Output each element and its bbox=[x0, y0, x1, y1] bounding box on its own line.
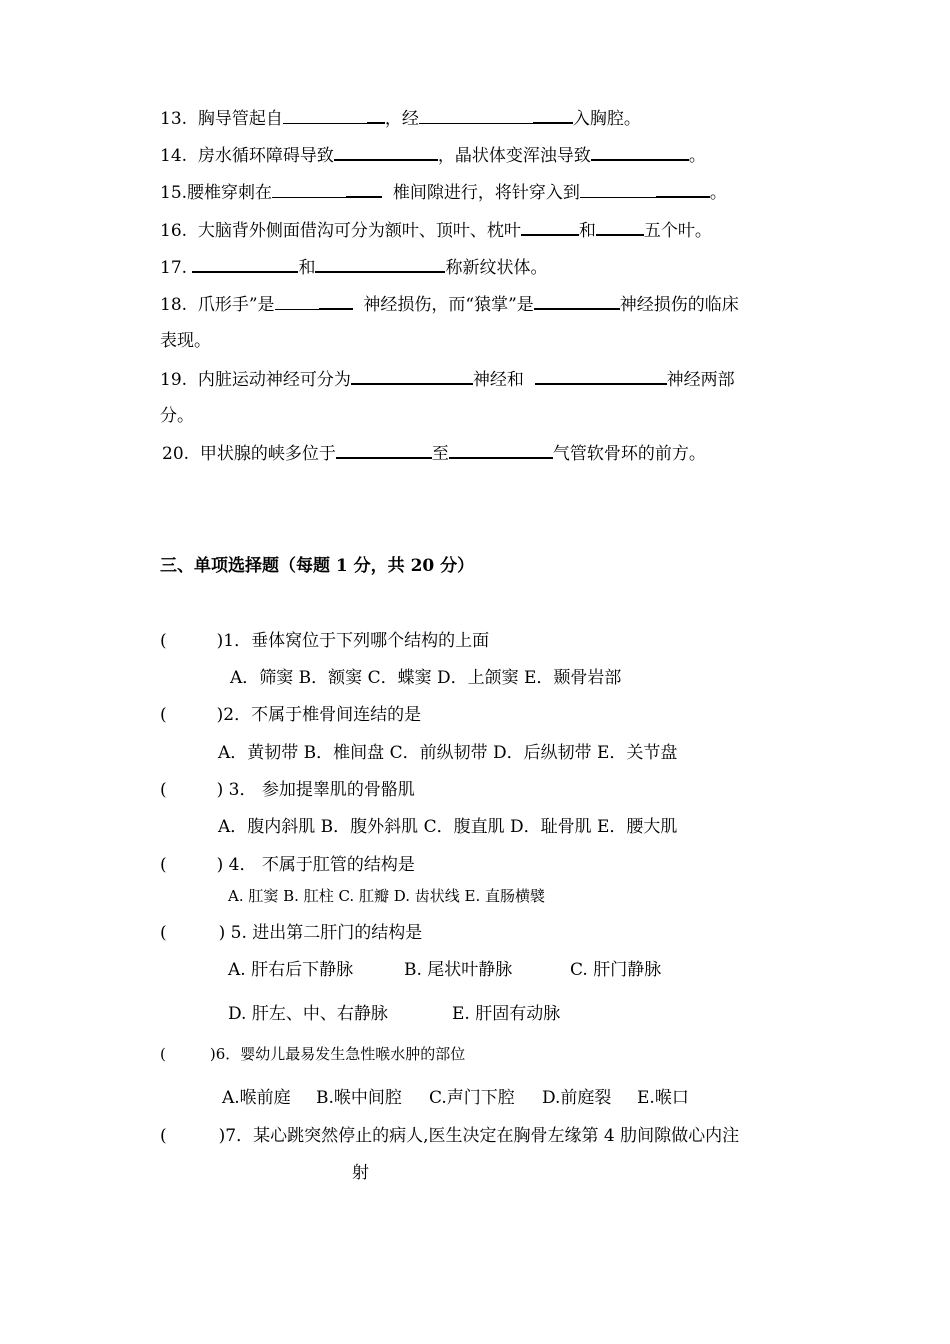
option-b: B.喉中间腔 bbox=[316, 1088, 402, 1108]
mc-question-6 bbox=[160, 1042, 465, 1066]
mc-question-3 bbox=[160, 778, 415, 802]
mc-question-7 bbox=[160, 1124, 739, 1148]
question-number: 20. bbox=[162, 444, 190, 464]
question-text: )2．不属于椎骨间连结的是 bbox=[216, 705, 422, 725]
mc-question-1 bbox=[160, 629, 489, 653]
question-text: 爪形手”是 bbox=[197, 295, 275, 315]
mc-options-3: A．腹内斜肌 B．腹外斜肌 C．腹直肌 D．耻骨肌 E．腰大肌 bbox=[218, 817, 678, 837]
answer-blank[interactable] bbox=[283, 107, 367, 124]
question-14 bbox=[160, 143, 706, 168]
question-text: 房水循环障碍导致 bbox=[197, 146, 334, 166]
question-13 bbox=[160, 106, 641, 131]
option-a: A.喉前庭 bbox=[222, 1088, 291, 1108]
question-text: ) 5. 进出第二肝门的结构是 bbox=[218, 923, 423, 943]
answer-blank[interactable] bbox=[315, 255, 445, 273]
question-text: 称新纹状体。 bbox=[445, 258, 548, 278]
answer-blank[interactable] bbox=[334, 143, 438, 161]
question-text: )1．垂体窝位于下列哪个结构的上面 bbox=[216, 631, 490, 651]
answer-blank[interactable] bbox=[591, 143, 689, 161]
question-text: 内脏运动神经可分为 bbox=[197, 370, 351, 390]
answer-blank[interactable] bbox=[534, 292, 620, 310]
question-text: 神经损伤，而“猿掌”是 bbox=[363, 295, 534, 315]
option-c: C. 肝门静脉 bbox=[570, 960, 662, 980]
option-d: D.前庭裂 bbox=[542, 1088, 612, 1108]
question-text: 和 bbox=[298, 258, 316, 278]
question-19 bbox=[160, 367, 735, 392]
answer-blank[interactable] bbox=[533, 106, 573, 124]
question-text: 胸导管起自 bbox=[197, 109, 283, 129]
option-b: B. 尾状叶静脉 bbox=[404, 960, 513, 980]
question-18 bbox=[160, 292, 739, 317]
question-text: 大脑背外侧面借沟可分为额叶、顶叶、枕叶 bbox=[197, 221, 521, 241]
question-text: ，晶状体变浑浊导致 bbox=[437, 146, 591, 166]
answer-blank[interactable] bbox=[272, 181, 346, 198]
answer-blank[interactable] bbox=[336, 441, 432, 459]
answer-blank[interactable] bbox=[319, 292, 353, 310]
option-e: E. 肝固有动脉 bbox=[452, 1004, 561, 1024]
option-c: C.声门下腔 bbox=[429, 1088, 515, 1108]
question-number: 17. bbox=[160, 258, 188, 278]
question-text: 分。 bbox=[160, 406, 194, 426]
mc-question-2 bbox=[160, 703, 421, 727]
mc-options-2: A．黄韧带 B．椎间盘 C．前纵韧带 D．后纵韧带 E．关节盘 bbox=[218, 743, 678, 763]
question-19-cont bbox=[160, 404, 194, 428]
question-text: ) 3． 参加提睾肌的骨骼肌 bbox=[216, 780, 415, 800]
mc-options-4: A. 肛窦 B. 肛柱 C. 肛瓣 D. 齿状线 E. 直肠横襞 bbox=[228, 887, 545, 905]
question-text: 神经两部 bbox=[666, 370, 735, 390]
question-16 bbox=[160, 218, 712, 243]
question-text: ，经 bbox=[384, 109, 419, 129]
answer-blank[interactable] bbox=[346, 180, 382, 198]
question-text: 至 bbox=[431, 444, 449, 464]
question-text: 入胸腔。 bbox=[572, 109, 641, 129]
question-text: 。 bbox=[709, 183, 727, 203]
question-text: 甲状腺的峡多位于 bbox=[199, 444, 336, 464]
question-number: 19. bbox=[160, 370, 188, 390]
question-text: 五个叶。 bbox=[643, 221, 712, 241]
question-number: 13. bbox=[160, 109, 188, 129]
question-text: 腰椎穿刺在 bbox=[187, 183, 273, 203]
question-20 bbox=[162, 441, 706, 466]
question-text: )7．某心跳突然停止的病人,医生决定在胸骨左缘第 4 肋间隙做心内注 bbox=[218, 1126, 740, 1146]
question-18-cont bbox=[160, 329, 211, 353]
section-heading: 三、单项选择题（每题 1 分，共 20 分） bbox=[160, 556, 475, 576]
mc-options-1: A．筛窦 B．额窦 C．蝶窦 D．上颌窦 E．颞骨岩部 bbox=[230, 668, 622, 688]
answer-blank[interactable] bbox=[656, 180, 710, 198]
answer-paren-open[interactable]: ( bbox=[160, 855, 167, 875]
question-text: 气管软骨环的前方。 bbox=[552, 444, 706, 464]
answer-blank[interactable] bbox=[449, 441, 553, 459]
question-number: 16. bbox=[160, 221, 188, 241]
mc-question-4 bbox=[160, 853, 415, 877]
question-text: 表现。 bbox=[160, 331, 211, 351]
mc-question-7-cont: 射 bbox=[352, 1163, 369, 1183]
answer-blank[interactable] bbox=[192, 255, 298, 273]
answer-paren-open[interactable]: ( bbox=[160, 631, 167, 651]
answer-blank[interactable] bbox=[351, 367, 473, 385]
question-text: 神经和 bbox=[472, 370, 524, 390]
answer-blank[interactable] bbox=[367, 106, 385, 124]
question-15 bbox=[160, 180, 727, 205]
option-a: A. 肝右后下静脉 bbox=[228, 960, 354, 980]
question-text: ) 4． 不属于肛管的结构是 bbox=[216, 855, 415, 875]
question-text: 和 bbox=[578, 221, 596, 241]
option-d: D. 肝左、中、右静脉 bbox=[228, 1004, 388, 1024]
mc-options-5-row1 bbox=[228, 958, 661, 982]
question-text: )6．婴幼儿最易发生急性喉水肿的部位 bbox=[209, 1045, 466, 1063]
answer-blank[interactable] bbox=[419, 107, 533, 124]
mc-question-5 bbox=[160, 921, 422, 945]
answer-blank[interactable] bbox=[275, 293, 319, 310]
answer-blank[interactable] bbox=[580, 181, 656, 198]
answer-blank[interactable] bbox=[535, 367, 667, 385]
question-number: 18. bbox=[160, 295, 188, 315]
question-text: 椎间隙进行，将针穿入到 bbox=[392, 183, 580, 203]
answer-paren-open[interactable]: ( bbox=[160, 780, 167, 800]
answer-blank[interactable] bbox=[596, 218, 644, 236]
answer-paren-open[interactable]: ( bbox=[160, 923, 167, 943]
question-number: 15. bbox=[160, 183, 188, 203]
question-number: 14. bbox=[160, 146, 188, 166]
option-e: E.喉口 bbox=[637, 1088, 689, 1108]
question-17 bbox=[160, 255, 547, 280]
question-text: 。 bbox=[688, 146, 706, 166]
mc-options-5-row2 bbox=[228, 1002, 560, 1026]
answer-paren-open[interactable]: ( bbox=[160, 1045, 166, 1063]
answer-paren-open[interactable]: ( bbox=[160, 705, 167, 725]
answer-blank[interactable] bbox=[521, 218, 579, 236]
answer-paren-open[interactable]: ( bbox=[160, 1126, 167, 1146]
question-text: 神经损伤的临床 bbox=[619, 295, 739, 315]
mc-options-6 bbox=[222, 1086, 689, 1110]
